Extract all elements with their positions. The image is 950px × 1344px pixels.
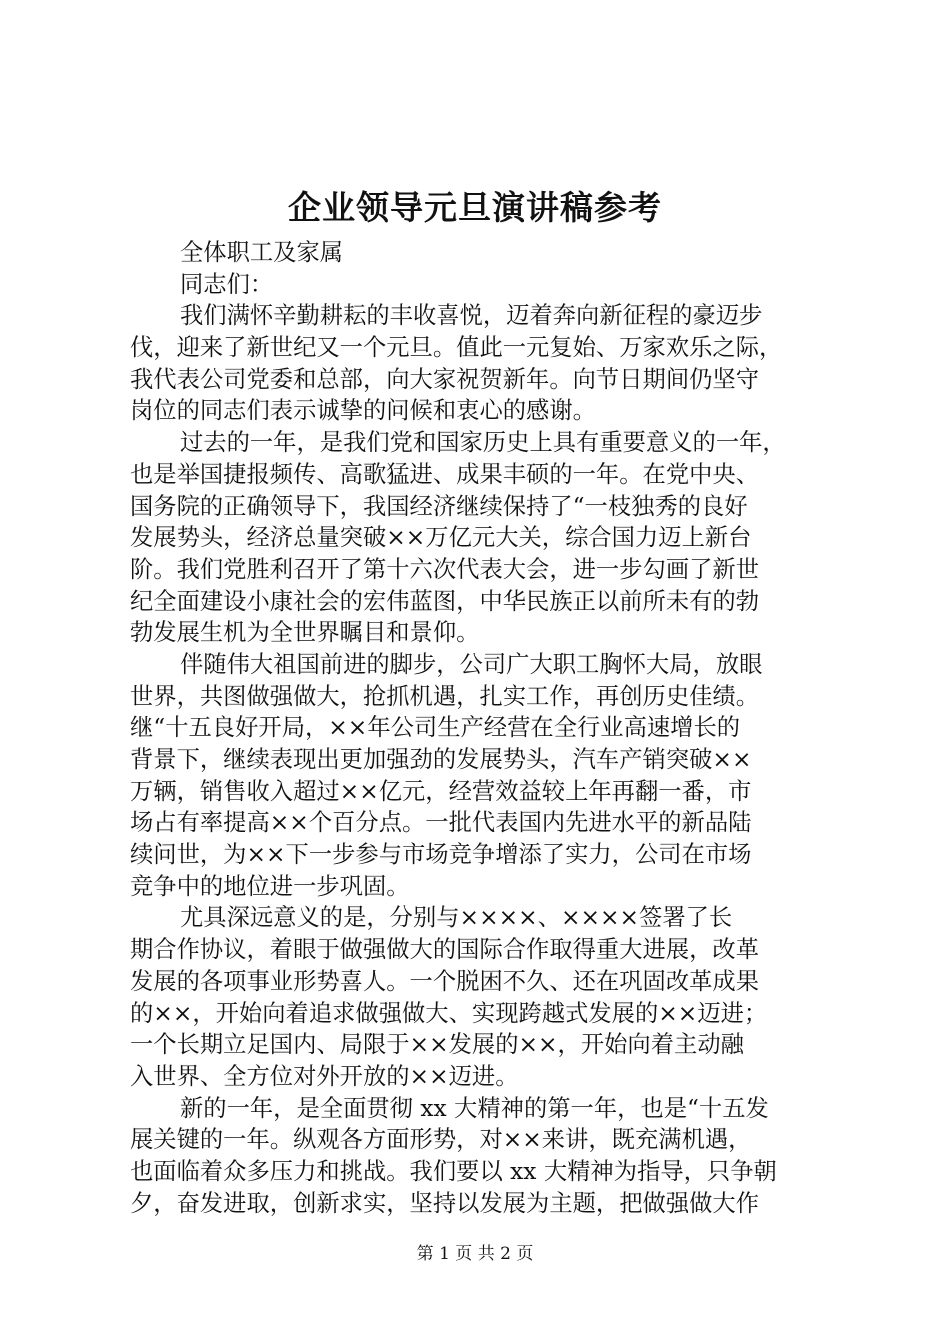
- text-line: 背景下，继续表现出更加强劲的发展势头，汽车产销突破××: [130, 746, 752, 773]
- text-line: 夕，奋发进取，创新求实，坚持以发展为主题，把做强做大作: [130, 1189, 760, 1217]
- text-line: 世界，共图做强做大，抢抓机遇，扎实工作，再创历史佳绩。: [130, 682, 760, 710]
- text-line: 入世界、全方位对外开放的××迈进。: [130, 1062, 519, 1090]
- text-line: 阶。我们党胜利召开了第十六次代表大会，进一步勾画了新世: [130, 555, 760, 583]
- text-line: 发展势头，经济总量突破××万亿元大关，综合国力迈上新台: [130, 524, 752, 552]
- page-footer: 第 1 页 共 2 页: [416, 1244, 534, 1264]
- text-line: 新的一年，是全面贯彻 xx 大精神的第一年，也是“十五发: [180, 1094, 769, 1122]
- text-line: 期合作协议，着眼于做强做大的国际合作取得重大进展，改革: [130, 936, 760, 964]
- text-line: 我代表公司党委和总部，向大家祝贺新年。向节日期间仍坚守: [130, 365, 760, 393]
- text-line: 一个长期立足国内、局限于××发展的××，开始向着主动融: [130, 1031, 744, 1059]
- document-title: 企业领导元旦演讲稿参考: [288, 188, 662, 227]
- text-line: 岗位的同志们表示诚挚的问候和衷心的感谢。: [130, 397, 596, 425]
- text-line: 继“十五良好开局，××年公司生产经营在全行业高速增长的: [130, 714, 741, 742]
- text-line: 勃发展生机为全世界瞩目和景仰。: [130, 619, 480, 647]
- text-line: 全体职工及家属: [180, 239, 344, 266]
- text-line: 场占有率提高××个百分点。一批代表国内先进水平的新品陆: [130, 809, 752, 837]
- text-line: 尤具深远意义的是，分别与××××、××××签署了长: [180, 904, 733, 932]
- text-line: 伐，迎来了新世纪又一个元旦。值此一元复始、万家欢乐之际，: [130, 334, 783, 362]
- text-line: 过去的一年，是我们党和国家历史上具有重要意义的一年，: [180, 429, 786, 457]
- document-body: [130, 237, 830, 1219]
- text-line: 纪全面建设小康社会的宏伟蓝图，中华民族正以前所未有的勃: [130, 587, 760, 615]
- text-line: 也面临着众多压力和挑战。我们要以 xx 大精神为指导，只争朝: [130, 1157, 777, 1185]
- text-line: 也是举国捷报频传、高歌猛进、成果丰硕的一年。在党中央、: [130, 460, 760, 488]
- text-line: 万辆，销售收入超过××亿元，经营效益较上年再翻一番，市: [130, 777, 752, 805]
- text-line: 同志们：: [180, 270, 274, 298]
- text-line: 续问世，为××下一步参与市场竞争增添了实力，公司在市场: [130, 841, 752, 869]
- text-line: 展关键的一年。纵观各方面形势，对××来讲，既充满机遇，: [130, 1126, 752, 1154]
- text-line: 发展的各项事业形势喜人。一个脱困不久、还在巩固改革成果: [130, 967, 760, 995]
- text-line: 的××，开始向着追求做强做大、实现跨越式发展的××迈进；: [130, 999, 768, 1027]
- text-line: 伴随伟大祖国前进的脚步，公司广大职工胸怀大局，放眼: [180, 650, 763, 678]
- text-line: 竞争中的地位进一步巩固。: [130, 872, 410, 900]
- text-line: 我们满怀辛勤耕耘的丰收喜悦，迈着奔向新征程的豪迈步: [180, 302, 763, 330]
- text-line: 国务院的正确领导下，我国经济继续保持了“一枝独秀的良好: [130, 492, 748, 520]
